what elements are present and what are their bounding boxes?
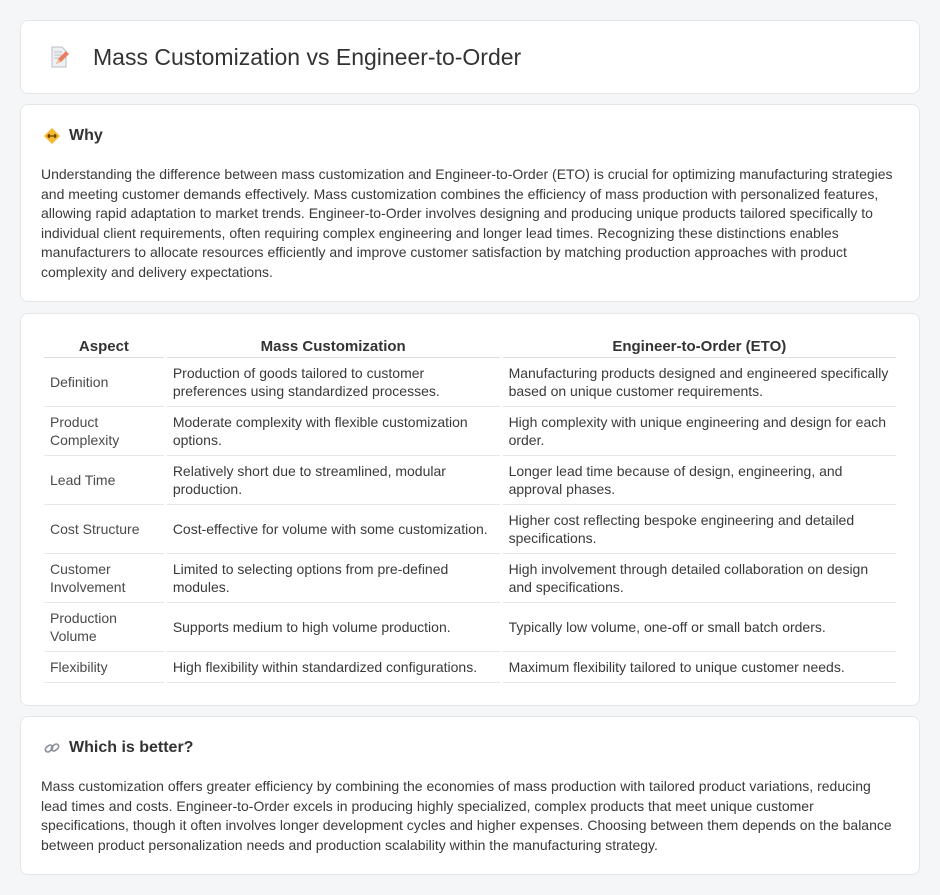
better-text: Mass customization offers greater efficiency by combining the economies of mass production with tailored product variations, reducing lead times and costs. Engineer-to-Order excels in producing highly specialized, complex products that meet unique customer specifications, though it often involves longer development cycles and higher expenses. Choosing between them depends on the balance between product personalization needs and production scalability within the manufacturing strategy.	[41, 778, 892, 853]
row-aspect: Lead Time	[44, 456, 164, 505]
table-row	[44, 554, 896, 603]
row-eto: High complexity with unique engineering and design for each order.	[503, 407, 896, 456]
row-eto: Higher cost reflecting bespoke engineering and detailed specifications.	[503, 505, 896, 554]
link-icon	[43, 739, 61, 757]
row-aspect: Definition	[44, 358, 164, 407]
row-aspect: Flexibility	[44, 652, 164, 683]
diamond-sign-icon	[43, 127, 61, 145]
row-mass-customization: Supports medium to high volume production.	[167, 603, 500, 652]
header-aspect: Aspect	[44, 334, 164, 358]
row-eto: High involvement through detailed collaboration on design and specifications.	[503, 554, 896, 603]
row-mass-customization: Moderate complexity with flexible customization options.	[167, 407, 500, 456]
table-row	[44, 603, 896, 652]
row-mass-customization: Production of goods tailored to customer preferences using standardized processes.	[167, 358, 500, 407]
row-mass-customization: Limited to selecting options from pre-defined modules.	[167, 554, 500, 603]
comparison-card	[20, 313, 920, 706]
comparison-table	[41, 334, 899, 683]
row-aspect: Cost Structure	[44, 505, 164, 554]
table-row	[44, 358, 896, 407]
better-title: Which is better?	[69, 739, 194, 756]
row-mass-customization: Cost-effective for volume with some customization.	[167, 505, 500, 554]
row-aspect: Product Complexity	[44, 407, 164, 456]
why-title: Why	[69, 127, 103, 144]
table-row	[44, 407, 896, 456]
page-title: Mass Customization vs Engineer-to-Order	[93, 43, 522, 70]
table-header-row	[44, 334, 896, 358]
row-aspect: Customer Involvement	[44, 554, 164, 603]
row-eto: Maximum flexibility tailored to unique customer needs.	[503, 652, 896, 683]
document-pencil-icon	[47, 45, 71, 69]
table-row	[44, 456, 896, 505]
header-mass-customization: Mass Customization	[167, 334, 500, 358]
header-card	[20, 20, 920, 94]
row-mass-customization: High flexibility within standardized configurations.	[167, 652, 500, 683]
row-aspect: Production Volume	[44, 603, 164, 652]
table-row	[44, 652, 896, 683]
table-row	[44, 505, 896, 554]
row-eto: Longer lead time because of design, engineering, and approval phases.	[503, 456, 896, 505]
why-text: Understanding the difference between mass customization and Engineer-to-Order (ETO) is crucial for optimizing manufacturing strategies and meeting customer demands effectively. Mass customization combines the efficiency of mass production with personalized features, allowing rapid adaptation to market trends. Engineer-to-Order involves designing and producing unique products tailored specifically to individual client requirements, often requiring complex engineering and longer lead times. Recognizing these distinctions enables manufacturers to allocate resources efficiently and improve customer satisfaction by matching production approaches with product complexity and delivery expectations.	[41, 166, 893, 280]
row-mass-customization: Relatively short due to streamlined, modular production.	[167, 456, 500, 505]
better-card	[20, 716, 920, 875]
why-card	[20, 104, 920, 302]
row-eto: Manufacturing products designed and engineered specifically based on unique customer requirements.	[503, 358, 896, 407]
row-eto: Typically low volume, one-off or small batch orders.	[503, 603, 896, 652]
header-eto: Engineer-to-Order (ETO)	[503, 334, 896, 358]
